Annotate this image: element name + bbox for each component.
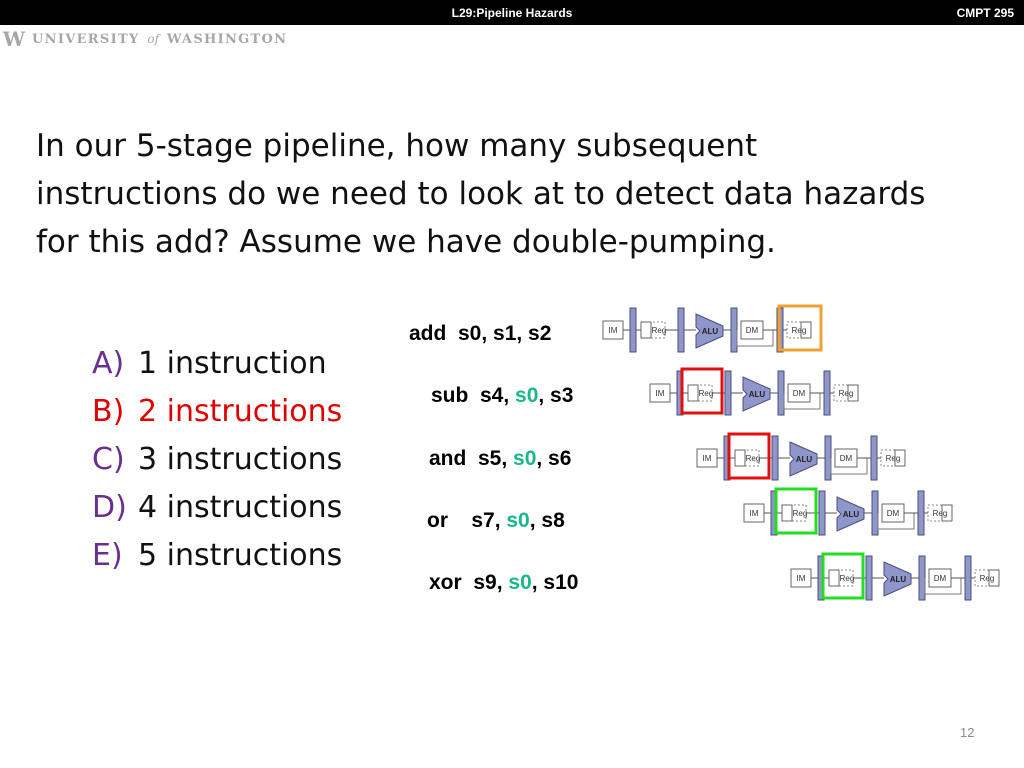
page-number: 12 xyxy=(960,725,975,740)
instruction-and: and s5, s0, s6 xyxy=(429,447,572,470)
pipeline-register-bar xyxy=(678,308,684,352)
pipeline-register-bar xyxy=(919,556,925,600)
reg-read-label: Reg xyxy=(839,574,855,583)
answer-option-e: E) 5 instructions xyxy=(92,538,343,573)
answer-option-d: D) 4 instructions xyxy=(92,490,343,525)
pipeline-register-bar xyxy=(866,556,872,600)
reg-read-solid-half xyxy=(735,450,745,466)
pipeline-register-bar xyxy=(965,556,971,600)
instruction-or: or s7, s0, s8 xyxy=(427,509,565,532)
pipeline-sub xyxy=(650,369,858,415)
pipeline-or xyxy=(744,489,952,535)
pipeline-register-bar xyxy=(825,436,831,480)
pipeline-register-bar xyxy=(918,491,924,535)
instruction-xor: xor s9, s0, s10 xyxy=(429,571,579,594)
university-wordmark: UNIVERSITY of WASHINGTON xyxy=(32,31,288,47)
reg-read-label: Reg xyxy=(698,389,714,398)
reg-read-solid-half xyxy=(782,505,792,521)
reg-read-solid-half xyxy=(688,385,698,401)
pipeline-register-bar xyxy=(819,491,825,535)
reg-read-label: Reg xyxy=(651,326,667,335)
answer-option-b: B) 2 instructions xyxy=(92,394,343,429)
lecture-title: L29:Pipeline Hazards xyxy=(451,6,573,20)
reg-write-label: Reg xyxy=(979,574,995,583)
reg-write-label: Reg xyxy=(838,389,854,398)
alu-label: ALU xyxy=(889,575,907,584)
dm-stage-label: DM xyxy=(745,326,759,335)
alu-label: ALU xyxy=(748,390,766,399)
question-line: instructions do we need to look at to detect data hazards xyxy=(36,176,926,212)
im-stage-label: IM xyxy=(749,509,759,518)
question-line: for this add? Assume we have double-pumping. xyxy=(36,224,776,260)
reg-write-label: Reg xyxy=(885,454,901,463)
dm-stage-label: DM xyxy=(792,389,806,398)
reg-write-label: Reg xyxy=(932,509,948,518)
reg-read-solid-half xyxy=(829,570,839,586)
im-stage-label: IM xyxy=(608,326,618,335)
pipeline-xor xyxy=(791,554,999,600)
reg-read-label: Reg xyxy=(792,509,808,518)
reg-read-solid-half xyxy=(641,322,651,338)
pipeline-and xyxy=(697,434,905,480)
pipeline-register-bar xyxy=(871,436,877,480)
pipeline-register-bar xyxy=(872,491,878,535)
dm-stage-label: DM xyxy=(933,574,947,583)
im-stage-label: IM xyxy=(796,574,806,583)
dm-stage-label: DM xyxy=(886,509,900,518)
im-stage-label: IM xyxy=(702,454,712,463)
pipeline-register-bar xyxy=(630,308,636,352)
reg-read-label: Reg xyxy=(745,454,761,463)
alu-label: ALU xyxy=(842,510,860,519)
course-code: CMPT 295 xyxy=(956,6,1014,20)
dm-stage-label: DM xyxy=(839,454,853,463)
pipeline-register-bar xyxy=(772,436,778,480)
pipeline-register-bar xyxy=(731,308,737,352)
instruction-add: add s0, s1, s2 xyxy=(409,322,552,345)
instruction-sub: sub s4, s0, s3 xyxy=(431,384,574,407)
im-stage-label: IM xyxy=(655,389,665,398)
alu-label: ALU xyxy=(701,327,719,336)
reg-write-label: Reg xyxy=(791,326,807,335)
answer-option-a: A) 1 instruction xyxy=(92,346,327,381)
pipeline-register-bar xyxy=(725,371,731,415)
alu-label: ALU xyxy=(795,455,813,464)
pipeline-register-bar xyxy=(778,371,784,415)
pipeline-register-bar xyxy=(824,371,830,415)
pipeline-add xyxy=(603,306,821,352)
question-line: In our 5-stage pipeline, how many subsequent xyxy=(36,128,758,164)
answer-option-c: C) 3 instructions xyxy=(92,442,343,477)
svg-text:W: W xyxy=(2,29,26,49)
